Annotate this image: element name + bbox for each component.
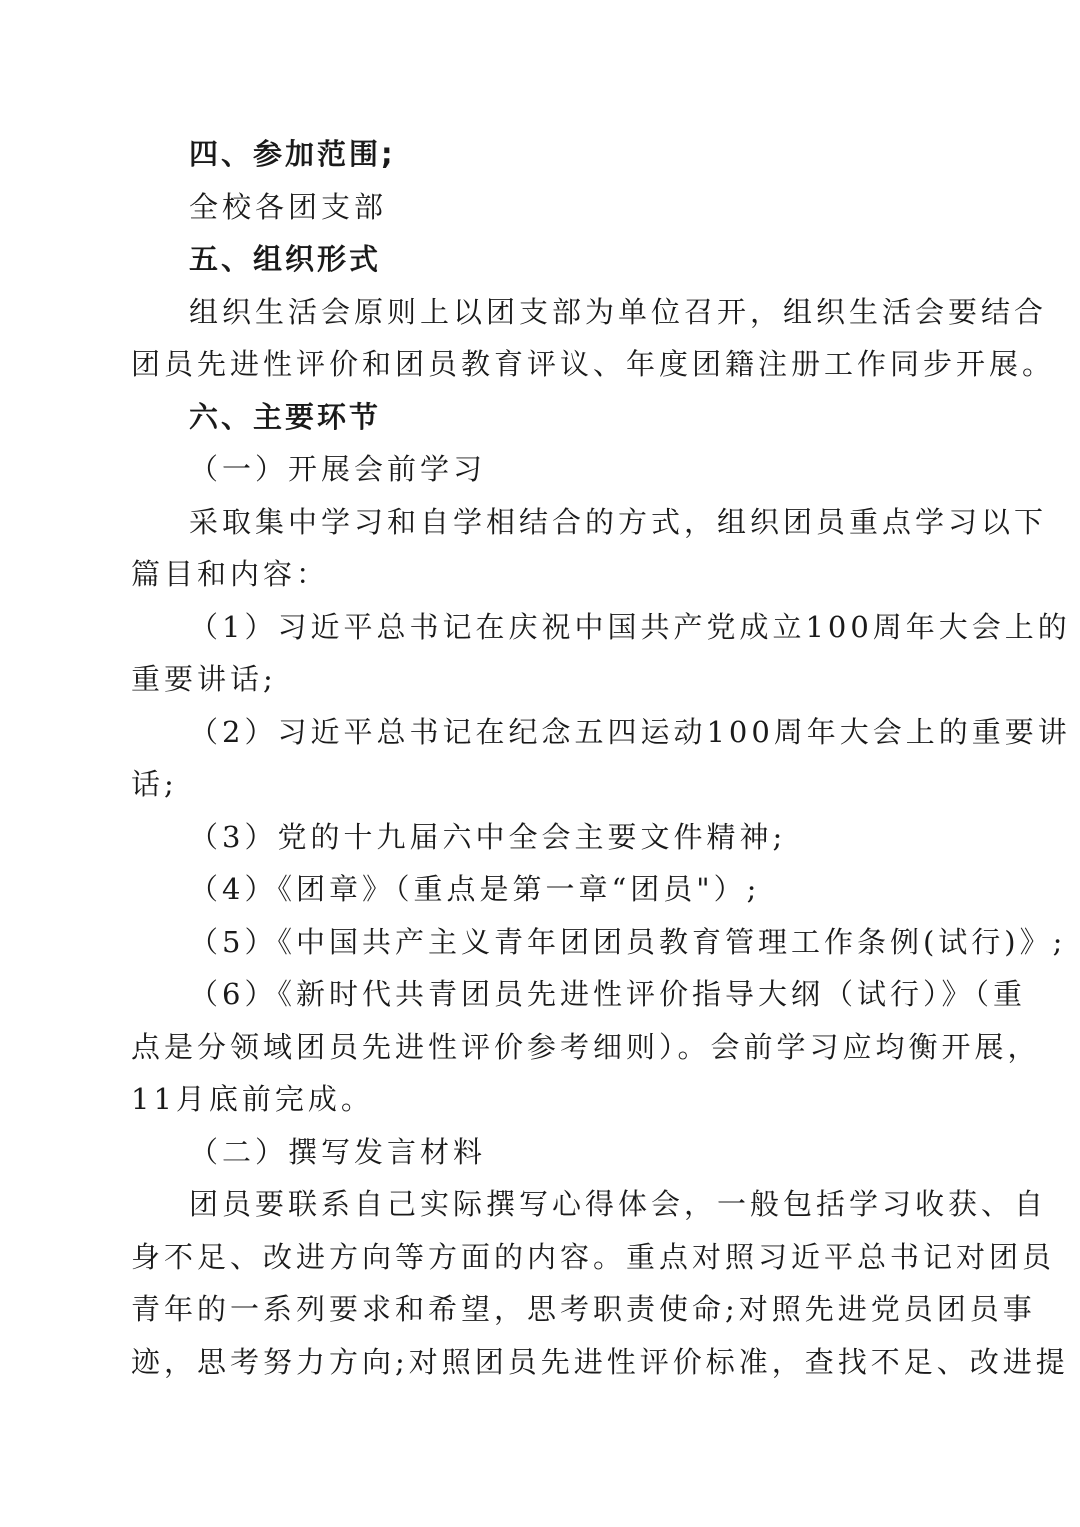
paragraph-format-line-2: 团员先进性评价和团员教育评议、年度团籍注册工作同步开展。: [131, 347, 1056, 381]
list-item-1-line-1: （1）习近平总书记在庆祝中国共产党成立100周年大会上的: [189, 609, 1071, 644]
section-heading-format: 五、组织形式: [189, 242, 382, 276]
paragraph-speech-line-4: 迹，思考努力方向;对照团员先进性评价标准，查找不足、改进提: [131, 1344, 1069, 1379]
paragraph-speech-line-1: 团员要联系自己实际撰写心得体会，一般包括学习收获、自: [189, 1187, 1048, 1221]
paragraph-study-intro-line-1: 采取集中学习和自学相结合的方式，组织团员重点学习以下: [189, 504, 1048, 539]
list-item-3: （3）党的十九届六中全会主要文件精神;: [189, 819, 787, 854]
list-item-2-line-1: （2）习近平总书记在纪念五四运动100周年大会上的重要讲: [189, 714, 1071, 749]
section-heading-scope: 四、参加范围;: [189, 137, 396, 171]
list-item-6-line-1: （6）《新时代共青团员先进性评价指导大纲（试行）》（重: [189, 977, 1026, 1011]
list-item-2-line-2: 话;: [131, 767, 178, 801]
paragraph-speech-line-2: 身不足、改进方向等方面的内容。重点对照习近平总书记对团员: [131, 1239, 1056, 1274]
document-body: [131, 128, 1071, 1388]
paragraph-scope: 全校各团支部: [189, 189, 388, 224]
subsection-heading-speech: （二）撰写发言材料: [189, 1134, 487, 1169]
list-item-6-line-3: 11月底前完成。: [131, 1082, 374, 1116]
paragraph-study-intro-line-2: 篇目和内容：: [131, 557, 330, 591]
section-heading-main-steps: 六、主要环节: [189, 399, 382, 434]
paragraph-speech-line-3: 青年的一系列要求和希望，思考职责使命;对照先进党员团员事: [131, 1292, 1036, 1326]
subsection-heading-study: （一）开展会前学习: [189, 452, 487, 486]
paragraph-format-line-1: 组织生活会原则上以团支部为单位召开，组织生活会要结合: [189, 294, 1048, 329]
list-item-6-line-2: 点是分领域团员先进性评价参考细则）。会前学习应均衡开展，: [131, 1029, 1041, 1064]
list-item-4: （4）《团章》（重点是第一章“团员"）;: [189, 872, 761, 906]
list-item-1-line-2: 重要讲话;: [131, 662, 277, 696]
list-item-5: （5）《中国共产主义青年团团员教育管理工作条例(试行)》;: [189, 924, 1067, 959]
